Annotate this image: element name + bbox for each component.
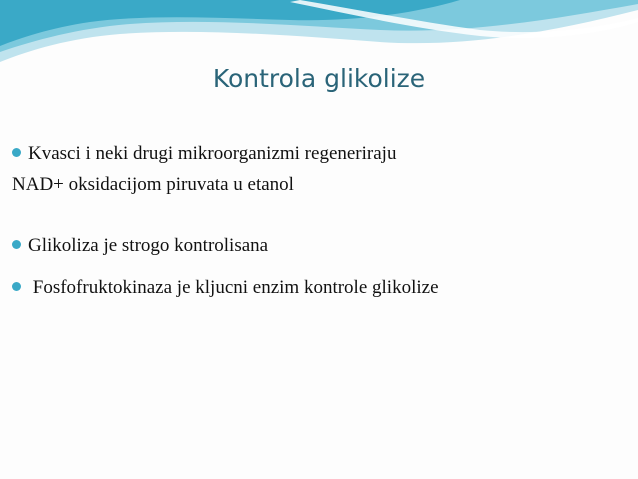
bullet-1-line-2: NAD+ oksidacijom piruvata u etanol — [12, 174, 294, 195]
bullet-item-1 — [12, 143, 396, 165]
bullet-dot-icon — [12, 148, 21, 157]
bullet-dot-icon — [12, 282, 21, 291]
bullet-item-3 — [12, 277, 439, 299]
bullet-item-1-continuation — [12, 174, 294, 196]
slide-title: Kontrola glikolize — [212, 64, 426, 93]
bullet-1-line-1: Kvasci i neki drugi mikroorganizmi regeneriraju — [28, 143, 397, 164]
bullet-3-text: Fosfofruktokinaza je kljucni enzim kontrole glikolize — [28, 277, 439, 298]
bullet-item-2 — [12, 235, 268, 257]
bullet-dot-icon — [12, 240, 21, 249]
bullet-2-text: Glikoliza je strogo kontrolisana — [28, 235, 269, 256]
